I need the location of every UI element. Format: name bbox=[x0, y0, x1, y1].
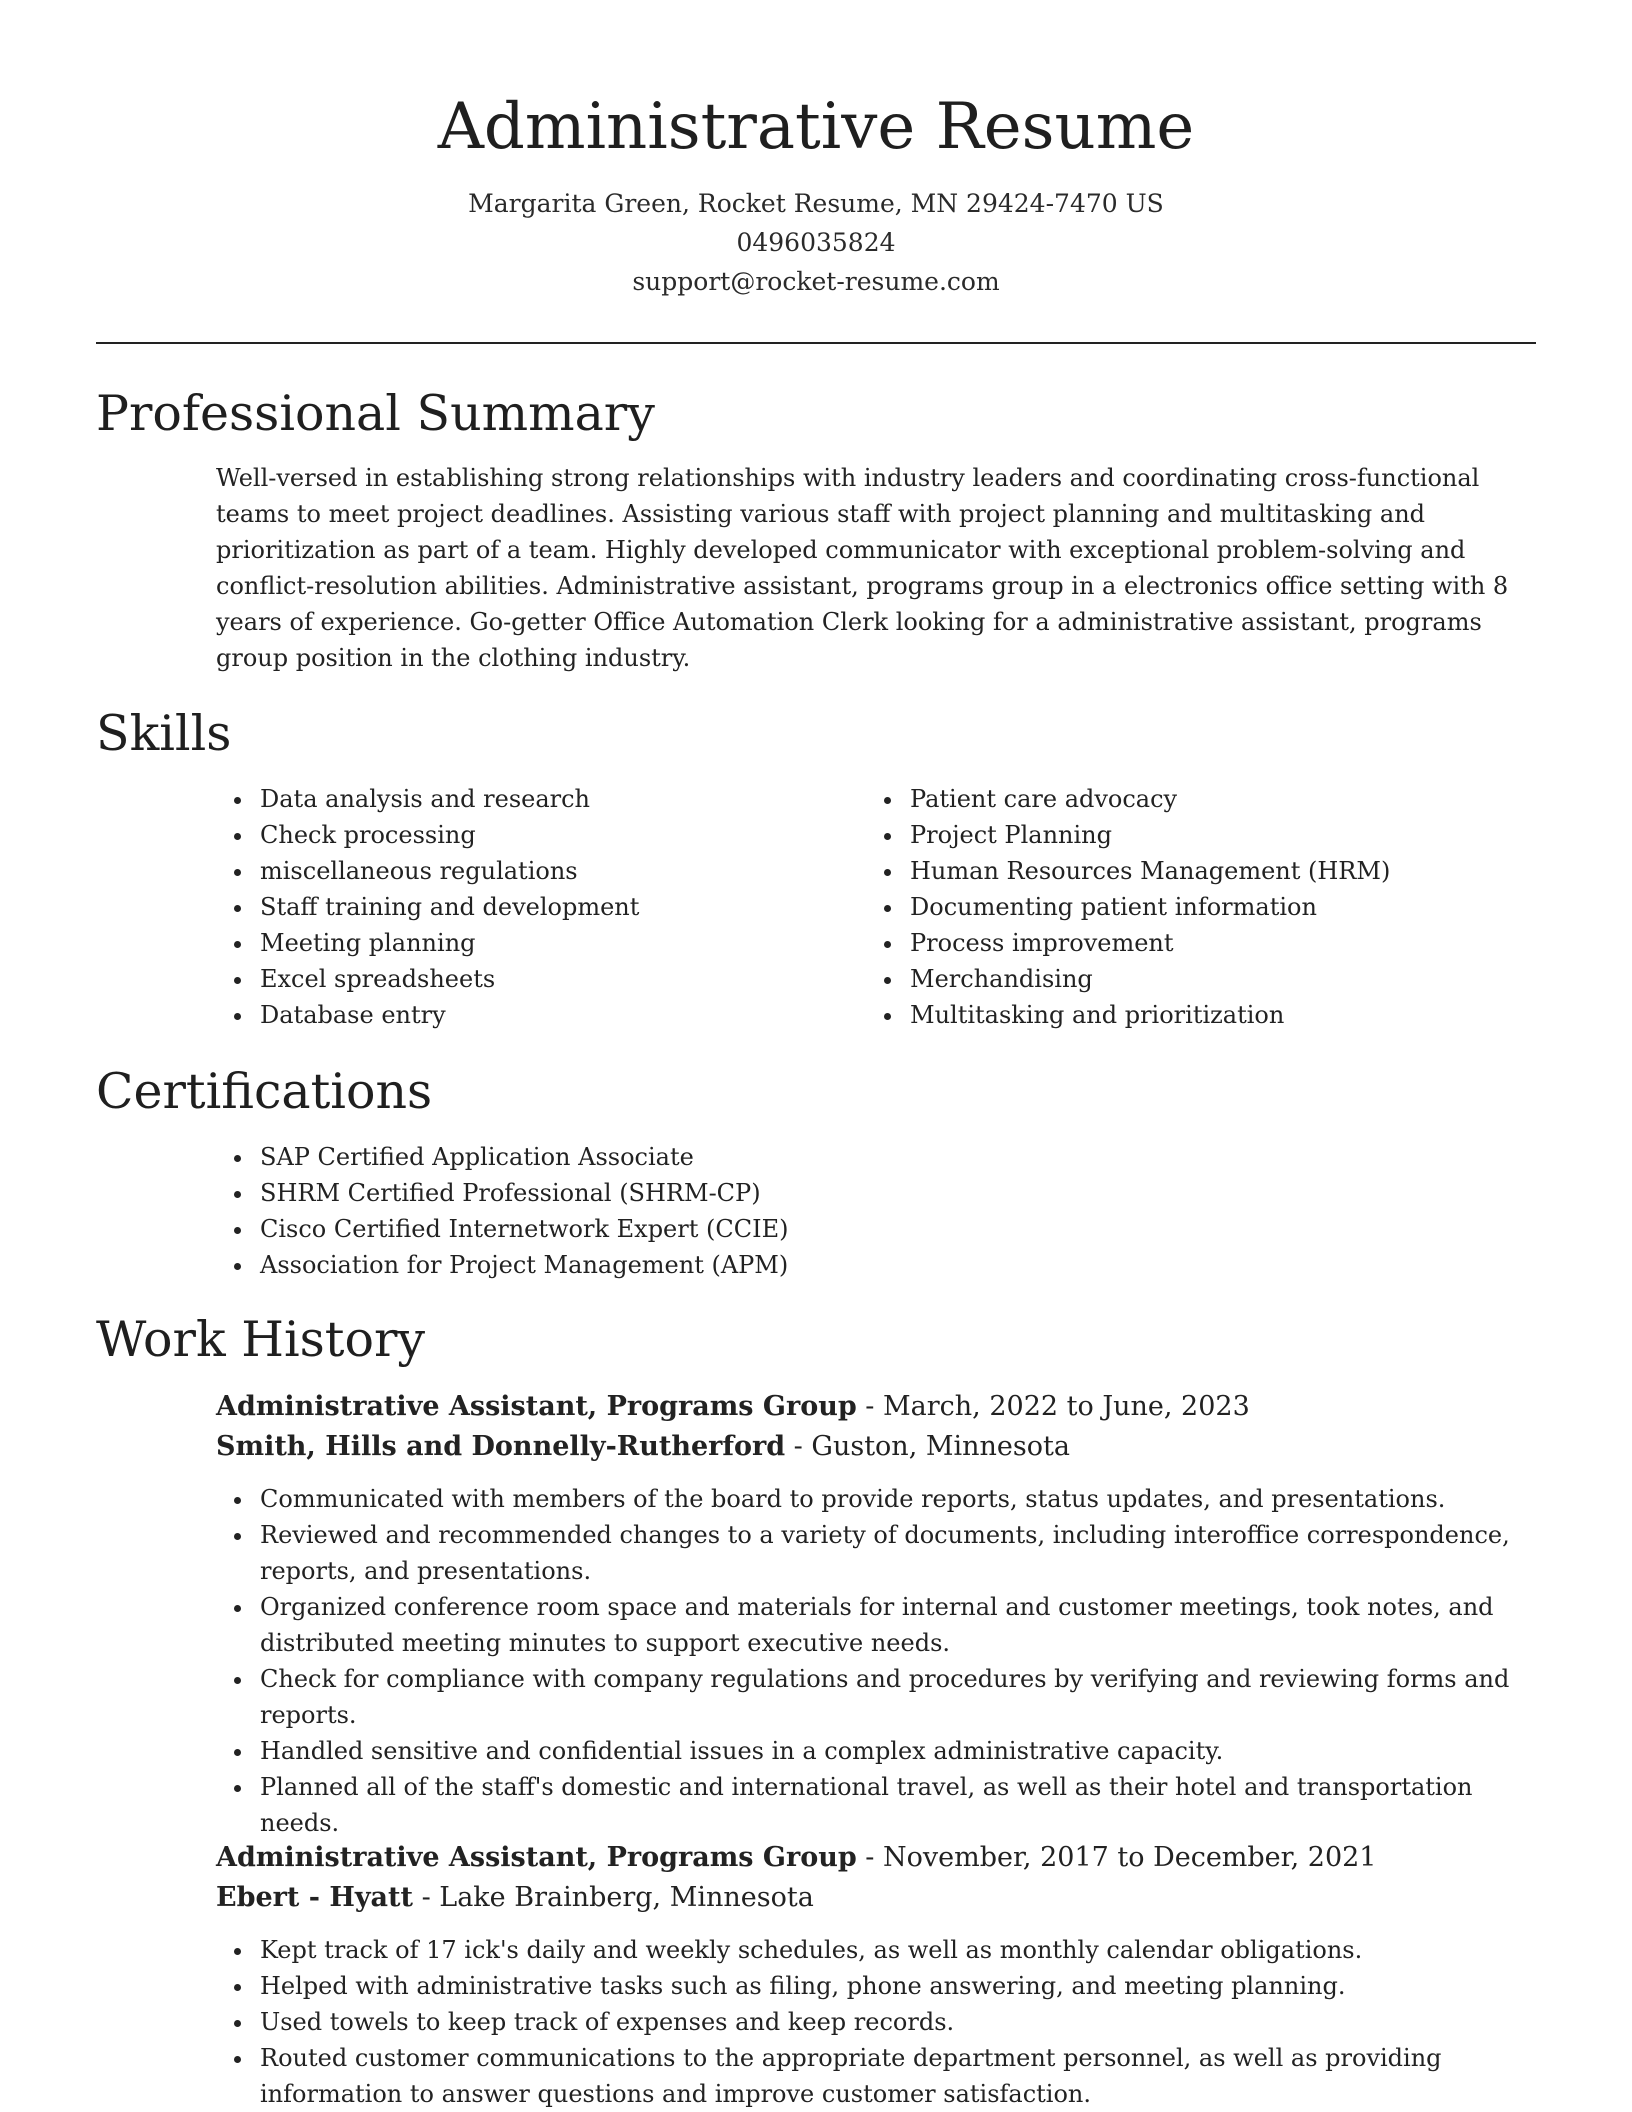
contact-address: Margarita Green, Rocket Resume, MN 29424-7470 US bbox=[468, 189, 1164, 218]
skills-list-left bbox=[216, 781, 836, 1033]
contact-phone: 0496035824 bbox=[736, 228, 896, 257]
job-title: Administrative Assistant, Programs Group bbox=[216, 1842, 857, 1873]
job-company: Ebert - Hyatt bbox=[216, 1882, 413, 1913]
job-entry bbox=[216, 1387, 1556, 1841]
skill-item: Process improvement bbox=[866, 925, 1546, 961]
skill-item: Excel spreadsheets bbox=[216, 961, 836, 997]
job-duty: Reviewed and recommended changes to a variety of documents, including interoffice correspondence, reports, and presentations. bbox=[216, 1517, 1556, 1589]
summary-text: Well-versed in establishing strong relationships with industry leaders and coordinating cross-functional teams to meet project deadlines. Assisting various staff with project planning and multitasking and prioritization as part of a team. Highly developed communicator with exceptional problem-solving and conflict-resolution abilities. Administrative assistant, programs group in a electronics office setting with 8 years of experience. Go-getter Office Automation Clerk looking for a administrative assistant, programs group position in the clothing industry. bbox=[216, 464, 1509, 672]
job-entry bbox=[216, 1838, 1556, 2112]
job-company-line bbox=[216, 1878, 1556, 1918]
certification-item: SAP Certified Application Associate bbox=[216, 1139, 1416, 1175]
job-duty: Kept track of 17 ick's daily and weekly schedules, as well as monthly calendar obligations. bbox=[216, 1932, 1556, 1968]
skill-item: Staff training and development bbox=[216, 889, 836, 925]
job-duty: Helped with administrative tasks such as filing, phone answering, and meeting planning. bbox=[216, 1968, 1556, 2004]
certifications-heading: Certifications bbox=[96, 1063, 433, 1120]
skill-item: Meeting planning bbox=[216, 925, 836, 961]
contact-email: support@rocket-resume.com bbox=[632, 267, 1000, 296]
certification-item: Association for Project Management (APM) bbox=[216, 1247, 1416, 1283]
skill-item: Database entry bbox=[216, 997, 836, 1033]
skill-item: Multitasking and prioritization bbox=[866, 997, 1546, 1033]
job-title: Administrative Assistant, Programs Group bbox=[216, 1391, 857, 1422]
job-company-line bbox=[216, 1427, 1556, 1467]
job-duty: Handled sensitive and confidential issues in a complex administrative capacity. bbox=[216, 1733, 1556, 1769]
job-duty: Planned all of the staff's domestic and international travel, as well as their hotel and transportation needs. bbox=[216, 1769, 1556, 1841]
header-divider bbox=[96, 342, 1536, 344]
summary-heading: Professional Summary bbox=[96, 385, 655, 442]
contact-block bbox=[0, 184, 1632, 301]
job-location: - Lake Brainberg, Minnesota bbox=[412, 1882, 814, 1913]
job-duty: Communicated with members of the board to provide reports, status updates, and presentations. bbox=[216, 1481, 1556, 1517]
skills-heading: Skills bbox=[96, 705, 232, 762]
skill-item: miscellaneous regulations bbox=[216, 853, 836, 889]
certification-item: SHRM Certified Professional (SHRM-CP) bbox=[216, 1175, 1416, 1211]
skill-item: Patient care advocacy bbox=[866, 781, 1546, 817]
job-duties-list bbox=[216, 1932, 1556, 2112]
skills-list-right bbox=[866, 781, 1546, 1033]
skill-item: Check processing bbox=[216, 817, 836, 853]
job-duties-list bbox=[216, 1481, 1556, 1841]
resume-header bbox=[0, 0, 1632, 301]
skill-item: Merchandising bbox=[866, 961, 1546, 997]
job-dates: - November, 2017 to December, 2021 bbox=[856, 1842, 1377, 1873]
skill-item: Project Planning bbox=[866, 817, 1546, 853]
job-duty: Check for compliance with company regulations and procedures by verifying and reviewing forms and reports. bbox=[216, 1661, 1556, 1733]
certification-item: Cisco Certified Internetwork Expert (CCIE) bbox=[216, 1211, 1416, 1247]
job-location: - Guston, Minnesota bbox=[785, 1431, 1070, 1462]
work-history-heading: Work History bbox=[96, 1311, 426, 1368]
job-title-line bbox=[216, 1838, 1556, 1878]
resume-title: Administrative Resume bbox=[437, 90, 1195, 164]
certifications-list bbox=[216, 1139, 1416, 1283]
job-duty: Routed customer communications to the appropriate department personnel, as well as providing information to answer questions and improve customer satisfaction. bbox=[216, 2040, 1556, 2112]
skill-item: Documenting patient information bbox=[866, 889, 1546, 925]
job-company: Smith, Hills and Donnelly-Rutherford bbox=[216, 1431, 786, 1462]
skill-item: Data analysis and research bbox=[216, 781, 836, 817]
job-dates: - March, 2022 to June, 2023 bbox=[856, 1391, 1250, 1422]
job-duty: Used towels to keep track of expenses and keep records. bbox=[216, 2004, 1556, 2040]
job-title-line bbox=[216, 1387, 1556, 1427]
job-duty: Organized conference room space and materials for internal and customer meetings, took notes, and distributed meeting minutes to support executive needs. bbox=[216, 1589, 1556, 1661]
skill-item: Human Resources Management (HRM) bbox=[866, 853, 1546, 889]
